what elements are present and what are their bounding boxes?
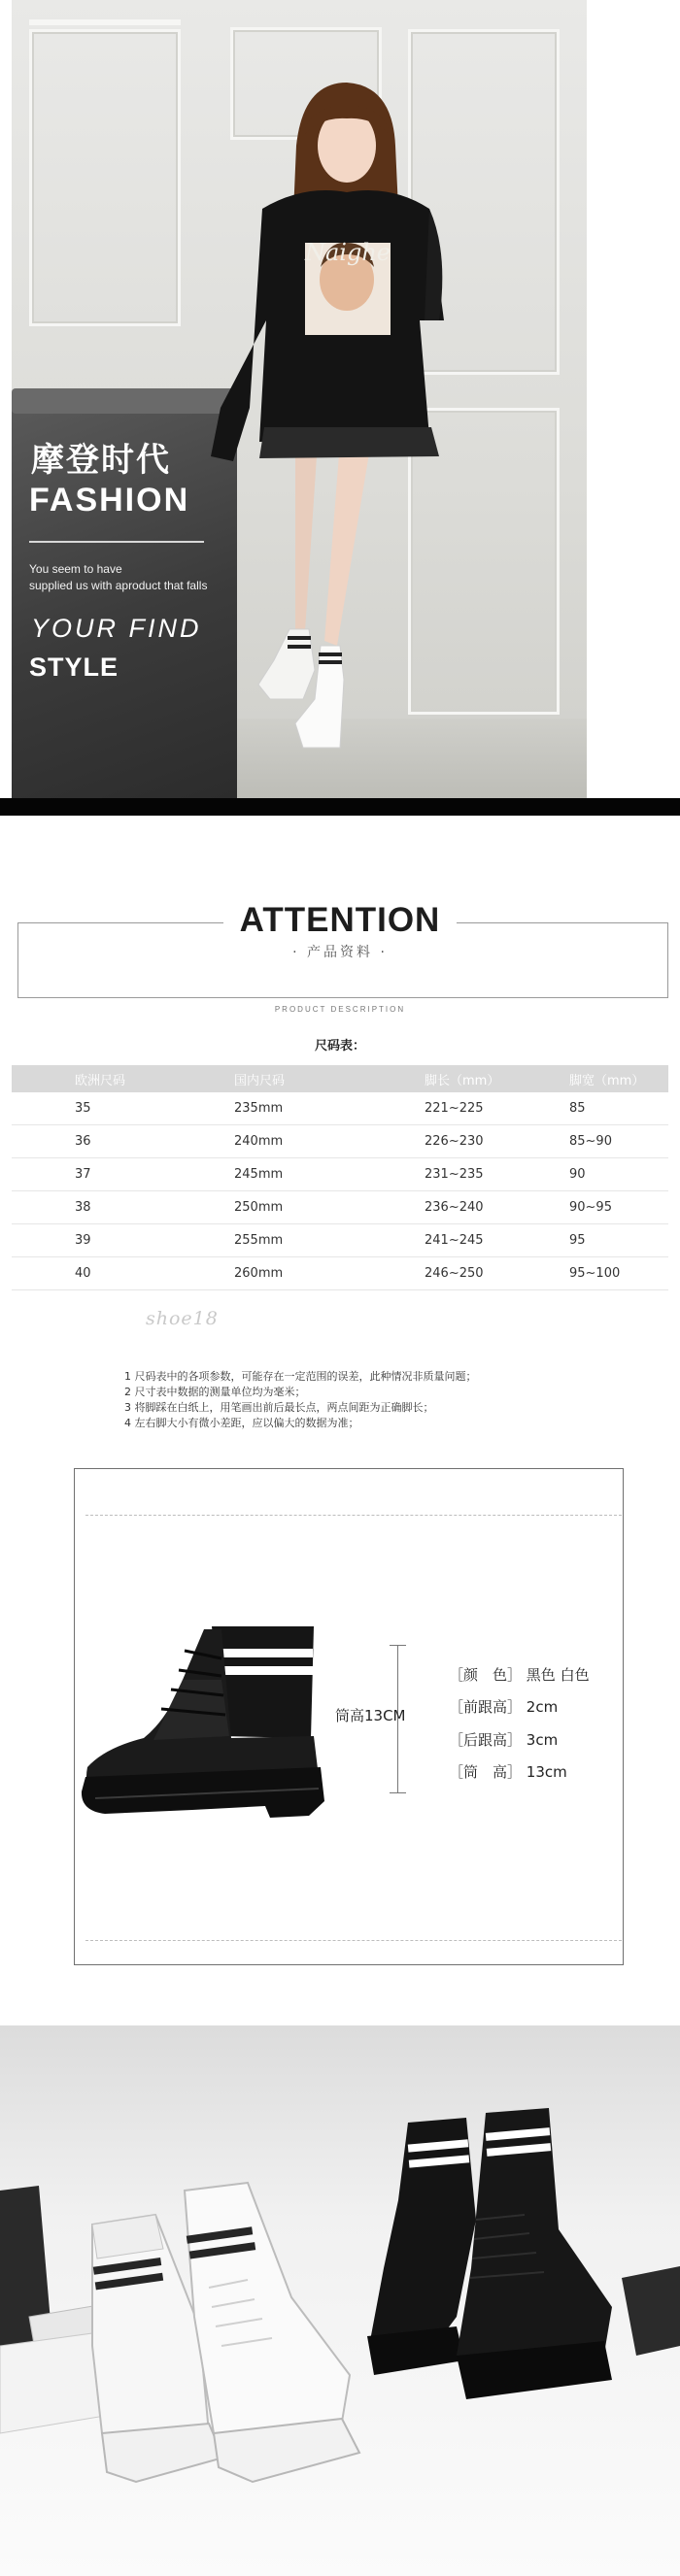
table-row [12,1125,668,1158]
divider [29,541,204,543]
section-divider-band [0,798,680,816]
spec-value: 2cm [526,1698,559,1716]
hero-your-find: YOUR FIND [31,614,202,643]
table-cell: 95~100 [561,1257,668,1290]
table-cell: 95 [561,1224,668,1257]
boots-pair-photo [0,2025,680,2576]
column-header: 脚长（mm） [381,1065,561,1092]
note-line: 3 将脚踩在白纸上，用笔画出前后最长点，两点间距为正确脚长； [124,1401,434,1414]
hero-banner [12,0,587,798]
table-cell: 241~245 [381,1224,561,1257]
table-cell: 40 [12,1257,226,1290]
dotted-divider [85,1515,622,1516]
product-description-label: PRODUCT DESCRIPTION [274,1005,406,1014]
table-cell: 85 [561,1092,668,1125]
table-cell: 90~95 [561,1191,668,1224]
spec-key: ［前跟高］ [449,1698,523,1716]
table-cell: 255mm [226,1224,381,1257]
watermark: shoe18 [146,1308,219,1329]
hero-style: STYLE [29,652,119,682]
table-cell: 236~240 [381,1191,561,1224]
hero-title-cn: 摩登时代 [31,441,171,480]
dotted-divider [85,1940,622,1941]
table-cell: 39 [12,1224,226,1257]
table-cell: 90 [561,1158,668,1191]
table-cell: 245mm [226,1158,381,1191]
size-notes [124,1369,477,1431]
product-photo [0,2025,680,2576]
attention-title: ATTENTION [239,901,441,939]
table-cell: 240mm [226,1125,381,1158]
table-row [12,1158,668,1191]
size-table-label: 尺码表： [314,1039,365,1054]
spec-shaft-height [449,1761,567,1782]
shaft-height-label: 筒高13CM [335,1707,406,1724]
table-cell: 260mm [226,1257,381,1290]
height-measure-cap [390,1792,406,1793]
hero-title-en: FASHION [29,482,190,519]
spec-value: 13cm [526,1763,567,1781]
note-line: 1 尺码表中的各项参数，可能存在一定范围的误差，此种情况非质量问题； [124,1370,477,1383]
spec-back-heel [449,1729,558,1750]
height-measure-cap [390,1645,406,1646]
column-header: 脚宽（mm） [561,1065,668,1092]
table-cell: 37 [12,1158,226,1191]
table-cell: 231~235 [381,1158,561,1191]
table-row [12,1224,668,1257]
table-row [12,1092,668,1125]
spec-key: ［颜 色］ [449,1666,523,1684]
size-table-header [12,1065,668,1092]
table-cell: 246~250 [381,1257,561,1290]
spec-color [449,1664,590,1685]
note-line: 4 左右脚大小有微小差距，应以偏大的数据为准； [124,1417,359,1429]
column-header: 国内尺码 [226,1065,381,1092]
table-cell: 235mm [226,1092,381,1125]
spec-key: ［筒 高］ [449,1763,523,1781]
note-line: 2 尺寸表中数据的测量单位均为毫米； [124,1386,306,1398]
hoodie-print-text: Naighe [304,239,391,266]
hero-subcopy [29,561,233,594]
spec-key: ［后跟高］ [449,1731,523,1749]
attention-subtitle: · 产品资料 · [292,945,388,960]
spec-value: 黑色 白色 [526,1666,590,1684]
table-cell: 36 [12,1125,226,1158]
table-row [12,1191,668,1224]
table-cell: 226~230 [381,1125,561,1158]
column-header: 欧洲尺码 [12,1065,226,1092]
table-cell: 250mm [226,1191,381,1224]
table-cell: 38 [12,1191,226,1224]
table-cell: 85~90 [561,1125,668,1158]
boot-black-side-view [76,1622,338,1845]
table-row [12,1257,668,1290]
hero-subcopy-line: You seem to have [29,562,122,576]
spec-front-heel [449,1696,558,1717]
hero-subcopy-line: supplied us with aproduct that falls [29,579,208,592]
spec-value: 3cm [526,1731,559,1749]
table-cell: 221~225 [381,1092,561,1125]
table-cell: 35 [12,1092,226,1125]
size-table [12,1065,668,1290]
hero-margin [587,0,680,798]
